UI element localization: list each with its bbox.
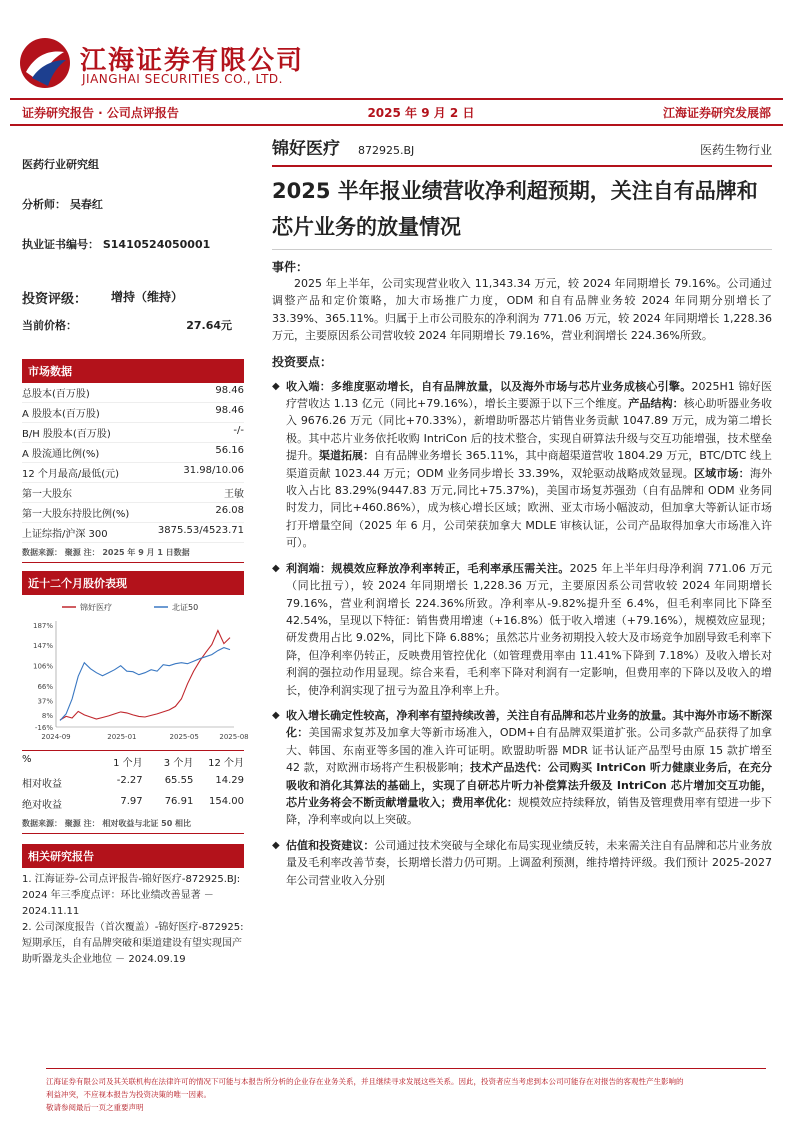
legend-label: 锦好医疗 bbox=[80, 603, 112, 612]
point-text: 核心助听器业务收入 9676.26 万元（同比+70.33%），新增助听器芯片销售业务贡献 1047.89 万元，成为第二增长极。其中芯片业务依托收购 IntriCon 后的技术整合，实现自研算法升级与交互功能增强，技术壁垒提升。 bbox=[286, 397, 773, 463]
table-row bbox=[22, 483, 244, 503]
report-headline: 2025 半年报业绩营收净利超预期，关注自有品牌和芯片业务的放量情况 bbox=[272, 173, 772, 250]
perf-cell: 14.29 bbox=[215, 775, 244, 786]
market-label: A 股流通比例(%) bbox=[22, 449, 100, 460]
market-value: 3875.53/4523.71 bbox=[157, 525, 244, 536]
industry-label: 医药生物行业 bbox=[699, 143, 772, 157]
performance-header-row bbox=[22, 751, 244, 772]
y-tick-label: 187% bbox=[32, 622, 53, 630]
report-date: 2025 年 9 月 2 日 bbox=[367, 105, 475, 120]
company-logo-icon bbox=[18, 36, 72, 90]
market-value: 98.46 bbox=[215, 405, 244, 416]
rating-value: 增持（维持） bbox=[111, 290, 184, 304]
research-dept: 江海证券研究发展部 bbox=[662, 105, 771, 120]
perf-cell: 7.97 bbox=[120, 796, 143, 807]
point-text: 美国需求复苏及加拿大等新市场准入，ODM+自有品牌双渠道扩张。公司多款产品获得了加拿大、韩国、东南亚等多国的准入许可证明。欧盟助听器 MDR 证书认证产品型号由原 15 款扩增至 42 款，对欧洲市场将产生积极影响； bbox=[286, 726, 772, 775]
company-name-cn: 江海证券有限公司 bbox=[80, 46, 305, 76]
point-text: 公司通过技术突破与全球化布局实现业绩反转，未来需关注自有品牌和芯片业务放量及毛利率改善节奏，长期增长潜力仍可期。上调盈利预测，维持增持评级。我们预计 2025-2027 年公司营业收入分别 bbox=[286, 838, 773, 887]
point-valuation-title: 估值和投资建议： bbox=[286, 838, 375, 852]
main-content bbox=[272, 134, 772, 889]
event-paragraph: 2025 年上半年，公司实现营业收入 11,343.34 万元，较 2024 年同期增长 79.16%。公司通过调整产品和定价策略，加大市场推广力度，ODM 和自有品牌业务较 2024 年同期分别增长了 33.39%、365.11%。归属于上市公司股东的净利润为 771.06 万元，较 2024 年同期增长 1,228.36 万元，主要原因系公司营收较 2024 年同期增长 79.16%，营业利润增长 224.36%所致。 bbox=[272, 277, 772, 343]
stock-name: 锦好医疗 bbox=[272, 139, 340, 159]
disclaimer-footer bbox=[46, 1068, 766, 1114]
market-label: 第一大股东持股比例(%) bbox=[22, 509, 130, 520]
y-tick-label: -16% bbox=[34, 724, 53, 732]
list-item[interactable]: 1. 江海证券-公司点评报告-锦好医疗-872925.BJ: 2024 年三季度点评：环比业绩改善显著 － 2024.11.11 bbox=[22, 874, 241, 917]
performance-source: 数据来源： 聚源 注： 相对收益与北证 50 相比 bbox=[22, 814, 244, 834]
y-tick-label: 8% bbox=[41, 711, 53, 720]
market-value: -/- bbox=[233, 425, 244, 436]
disclaimer-line: 江海证券有限公司及其关联机构在法律许可的情况下可能与本报告所分析的企业存在业务关系，并且继续寻求发展这些关系。因此，投资者应当考虑到本公司可能存在对报告的客观性产生影响的 bbox=[46, 1077, 684, 1086]
point-text: 2025H1 锦好医疗营收达 1.13 亿元（同比+79.16%），增长主要源于以下三个维度。 bbox=[286, 379, 773, 411]
key-points-heading: 投资要点： bbox=[272, 354, 333, 369]
related-research-heading: 相关研究报告 bbox=[22, 844, 244, 868]
cert-label: 执业证书编号： bbox=[22, 238, 99, 251]
research-group: 医药行业研究组 bbox=[22, 158, 99, 171]
market-data-table bbox=[22, 383, 244, 543]
point-text: 自有品牌业务增长 365.11%，其中商超渠道营收 1804.29 万元，BTC/DTC 线上渠道贡献 1023.44 万元；ODM 业务同步增长 33.39%，双轮驱动战略成效显现。 bbox=[286, 449, 773, 480]
perf-row-label: 绝对收益 bbox=[22, 800, 62, 811]
table-row bbox=[22, 503, 244, 523]
market-value: 98.46 bbox=[215, 385, 244, 396]
table-row bbox=[22, 463, 244, 483]
x-tick-label: 2025-08 bbox=[219, 733, 249, 741]
price-value: 27.64元 bbox=[186, 319, 232, 332]
market-data-heading: 市场数据 bbox=[22, 359, 244, 383]
price-label: 当前价格： bbox=[22, 319, 77, 332]
market-data-source: 数据来源： 聚源 注： 2025 年 9 月 1 日数据 bbox=[22, 543, 244, 563]
point-subtitle: 渠道拓展： bbox=[319, 449, 375, 463]
table-row bbox=[22, 383, 244, 403]
point-profit-title: 利润端：规模效应释放净利率转正，毛利率承压需关注。 bbox=[286, 561, 570, 575]
market-label: 总股本(百万股) bbox=[22, 389, 90, 400]
series-line bbox=[60, 631, 230, 721]
price-chart-heading: 近十二个月股价表现 bbox=[22, 571, 244, 595]
y-tick-label: 66% bbox=[37, 682, 53, 691]
table-row bbox=[22, 423, 244, 443]
point-outlook bbox=[272, 707, 772, 829]
stock-code: 872925.BJ bbox=[358, 144, 415, 157]
market-value: 31.98/10.06 bbox=[183, 465, 244, 476]
market-value: 56.16 bbox=[215, 445, 244, 456]
point-subtitle: 技术产品迭代：公司购买 IntriCon 听力健康业务后，在充分吸收和消化其算法的基础上，实现了自研芯片听力补偿算法升级及 IntriCon 芯片增加交互功能，芯片业务将会不断贡献增量收入； bbox=[286, 761, 772, 809]
perf-cell: 76.91 bbox=[164, 796, 194, 807]
table-row bbox=[22, 443, 244, 463]
left-sidebar bbox=[22, 146, 249, 968]
table-row bbox=[22, 793, 244, 814]
perf-col-12m: 12 个月 bbox=[208, 758, 244, 769]
list-item[interactable]: 2. 公司深度报告（首次覆盖）-锦好医疗-872925: 短期承压，自有品牌突破和渠道建设有望实现国产助听器龙头企业地位 － 2024.09.19 bbox=[22, 922, 244, 965]
perf-cell: -2.27 bbox=[116, 775, 143, 786]
perf-col-1m: 1 个月 bbox=[113, 758, 143, 769]
point-revenue bbox=[272, 378, 772, 552]
market-label: 上证综指/沪深 300 bbox=[22, 529, 108, 540]
point-revenue-title: 收入端：多维度驱动增长，自有品牌放量，以及海外市场与芯片业务成核心引擎。 bbox=[286, 379, 692, 393]
market-label: A 股股本(百万股) bbox=[22, 409, 100, 420]
related-research-list bbox=[22, 872, 244, 968]
event-heading: 事件： bbox=[272, 260, 309, 274]
cert-number: S1410524050001 bbox=[102, 238, 211, 251]
price-line bbox=[22, 317, 244, 333]
perf-cell: 65.55 bbox=[164, 775, 194, 786]
x-tick-label: 2024-09 bbox=[41, 733, 71, 741]
table-row bbox=[22, 403, 244, 423]
legend-label: 北证50 bbox=[172, 603, 199, 612]
company-name-en: JIANGHAI SECURITIES CO., LTD. bbox=[82, 72, 283, 86]
table-row bbox=[22, 523, 244, 543]
market-value: 26.08 bbox=[215, 505, 244, 516]
market-value: 王敏 bbox=[224, 489, 244, 500]
series-line bbox=[60, 648, 230, 721]
point-profit bbox=[272, 560, 772, 699]
point-subtitle: 费用率优化： bbox=[451, 795, 518, 809]
perf-row-label: 相对收益 bbox=[22, 779, 62, 790]
perf-col-label: % bbox=[22, 754, 32, 765]
point-valuation bbox=[272, 837, 772, 889]
y-tick-label: 106% bbox=[32, 662, 53, 671]
stock-line bbox=[272, 134, 772, 167]
y-tick-label: 37% bbox=[37, 697, 53, 706]
x-tick-label: 2025-01 bbox=[107, 733, 137, 741]
point-subtitle: 区域市场： bbox=[693, 466, 750, 480]
cert-line bbox=[22, 236, 244, 252]
point-subtitle: 产品结构： bbox=[628, 397, 684, 411]
rating-line bbox=[22, 288, 244, 307]
market-label: B/H 股股本(百万股) bbox=[22, 429, 111, 440]
point-text: 海外收入占比 83.29%(9447.83 万元,同比+75.37%)，美国市场复苏强劲（自有品牌和 ODM 业务同时发力，同比+460.86%），成为核心增长区域；欧洲、亚太市场小幅波动，但加拿大等新认证市场打开增量空间（2025 年 6 月，公司荣获加拿大 MDLE 审核认证，公司产品取得加拿大市场准入许可）。 bbox=[286, 466, 772, 550]
rating-label: 投资评级： bbox=[22, 292, 88, 307]
perf-col-3m: 3 个月 bbox=[163, 758, 194, 769]
price-performance-chart bbox=[22, 595, 249, 745]
point-text: 2025 年上半年归母净利润 771.06 万元（同比扭亏），较 2024 年同期增长 1,228.36 万元，主要原因系公司营收较 2024 年同期增长 79.16%，营业利润增长 224.36%所致。净利率从-9.82%提升至 6.4%，但毛利率同比下降至 42.54%，呈现以下特征：销售费用增速（+16.8%）低于收入增速（+79.16%），规模效应显现；研发费用占比 9.02%，同比下降 6.88%；虽然芯片业务初期投入较大及市场竞争加剧导致毛利率下降，但净利率仍转正，反映费用管控优化（如管理费用率由 11.41%下降到 7.18%）及收入增长对利润的强拉动作用显现。综合来看，毛利率下降对利润有一定影响，但费用率的下降以及收入的增长，使净利润实现了扭亏为盈且净利率上升。 bbox=[286, 561, 772, 697]
x-tick-label: 2025-05 bbox=[169, 733, 199, 741]
report-type: 证券研究报告 · 公司点评报告 bbox=[22, 105, 179, 120]
disclaimer-line: 敬请参阅最后一页之重要声明 bbox=[46, 1103, 144, 1112]
performance-table bbox=[22, 750, 244, 814]
report-header-bar bbox=[10, 98, 783, 126]
perf-cell: 154.00 bbox=[209, 796, 244, 807]
point-outlook-title: 收入增长确定性较高，净利率有望持续改善，关注自有品牌和芯片业务的放量。其中海外市场不断深化： bbox=[286, 708, 772, 740]
market-label: 第一大股东 bbox=[22, 489, 72, 500]
y-tick-label: 147% bbox=[32, 642, 53, 651]
table-row bbox=[22, 772, 244, 793]
market-label: 12 个月最高/最低(元) bbox=[22, 469, 120, 480]
disclaimer-line: 利益冲突，不应视本报告为投资决策的唯一因素。 bbox=[46, 1090, 211, 1099]
point-text: 规模效应持续释放，销售及管理费用率有望进一步下降，净利率或向以上突破。 bbox=[286, 795, 773, 827]
analyst-name: 分析师： 吴春红 bbox=[22, 198, 103, 211]
